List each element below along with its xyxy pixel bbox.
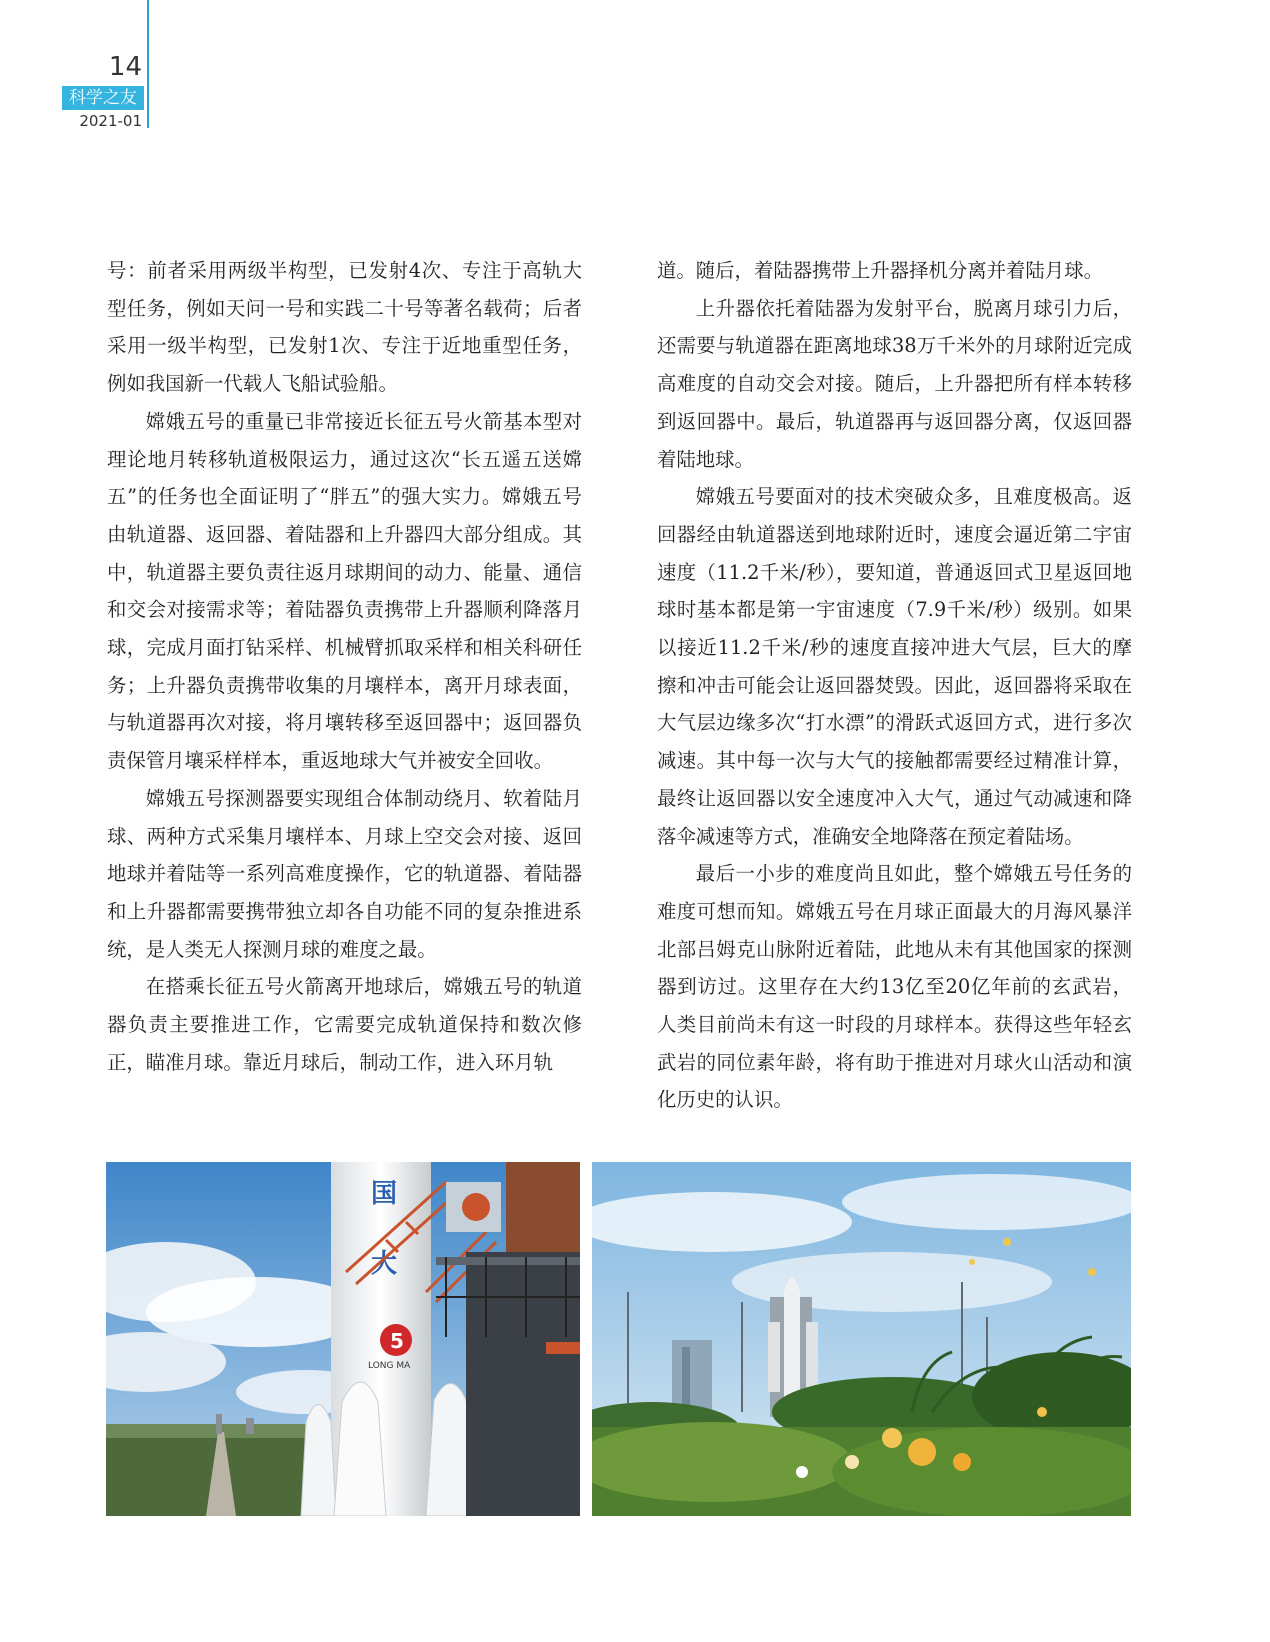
paragraph: 嫦娥五号要面对的技术突破众多，且难度极高。返回器经由轨道器送到地球附近时，速度会逼近第二宇宙速度（11.2千米/秒），要知道，普通返回式卫星返回地球时基本都是第一宇宙速度（7.9千米/秒）级别。如果以接近11.2千米/秒的速度直接冲进大气层，巨大的摩擦和冲击可能会让返回器焚毁。因此，返回器将采取在大气层边缘多次“打水漂”的滑跃式返回方式，进行多次减速。其中每一次与大气的接触都需要经过精准计算，最终让返回器以安全速度冲入大气，通过气动减速和降落伞减速等方式，准确安全地降落在预定着陆场。 [657, 485, 1132, 848]
paragraph: 最后一小步的难度尚且如此，整个嫦娥五号任务的难度可想而知。嫦娥五号在月球正面最大的月海风暴洋北部吕姆克山脉附近着陆，此地从未有其他国家的探测器到访过。这里存在大约13亿至20亿年前的玄武岩，人类目前尚未有这一时段的月球样本。获得这些年轻玄武岩的同位素年龄，将有助于推进对月球火山活动和演化历史的认识。 [657, 862, 1132, 1112]
rocket-label: LONG MA [368, 1361, 411, 1371]
paragraph: 号：前者采用两级半构型，已发射4次、专注于高轨大型任务，例如天问一号和实践二十号等著名载荷；后者采用一级半构型，已发射1次、专注于近地重型任务，例如我国新一代载人飞船试验船。 [107, 259, 582, 396]
header-rule [147, 0, 149, 128]
page-number: 14 [108, 52, 142, 82]
svg-text:5: 5 [390, 1329, 404, 1353]
svg-text:国: 国 [371, 1179, 398, 1209]
paragraph: 嫦娥五号的重量已非常接近长征五号火箭基本型对理论地月转移轨道极限运力，通过这次“长五遥五送嫦五”的任务也全面证明了“胖五”的强大实力。嫦娥五号由轨道器、返回器、着陆器和上升器四大部分组成。其中，轨道器主要负责往返月球期间的动力、能量、通信和交会对接需求等；着陆器负责携带上升器顺利降落月球，完成月面打钻采样、机械臂抓取采样和相关科研任务；上升器负责携带收集的月壤样本，离开月球表面，与轨道器再次对接，将月壤转移至返回器中；返回器负责保管月壤采样样本，重返地球大气并被安全回收。 [107, 409, 582, 773]
article-column-left [107, 252, 582, 1081]
paragraph: 道。随后，着陆器携带上升器择机分离并着陆月球。 [657, 259, 1103, 282]
paragraph: 嫦娥五号探测器要实现组合体制动绕月、软着陆月球、两种方式采集月壤样本、月球上空交会对接、返回地球并着陆等一系列高难度操作，它的轨道器、着陆器和上升器都需要携带独立却各自功能不同的复杂推进系统，是人类无人探测月球的难度之最。 [107, 786, 582, 961]
rocket-landscape-illustration [592, 1162, 1131, 1516]
svg-text:大: 大 [371, 1249, 398, 1279]
photo-rocket-tropical-view [592, 1162, 1131, 1516]
paragraph: 在搭乘长征五号火箭离开地球后，嫦娥五号的轨道器负责主要推进工作，它需要完成轨道保持和数次修正，瞄准月球。靠近月球后，制动工作，进入环月轨 [107, 975, 582, 1074]
rocket-tower-illustration [106, 1162, 580, 1516]
article-column-right [657, 252, 1132, 1119]
magazine-name-badge: 科学之友 [62, 86, 144, 110]
issue-date: 2021-01 [79, 112, 142, 130]
paragraph: 上升器依托着陆器为发射平台，脱离月球引力后，还需要与轨道器在距离地球38万千米外的月球附近完成高难度的自动交会对接。随后，上升器把所有样本转移到返回器中。最后，轨道器再与返回器分离，仅返回器着陆地球。 [657, 296, 1132, 471]
photo-rocket-launch-tower [106, 1162, 580, 1516]
